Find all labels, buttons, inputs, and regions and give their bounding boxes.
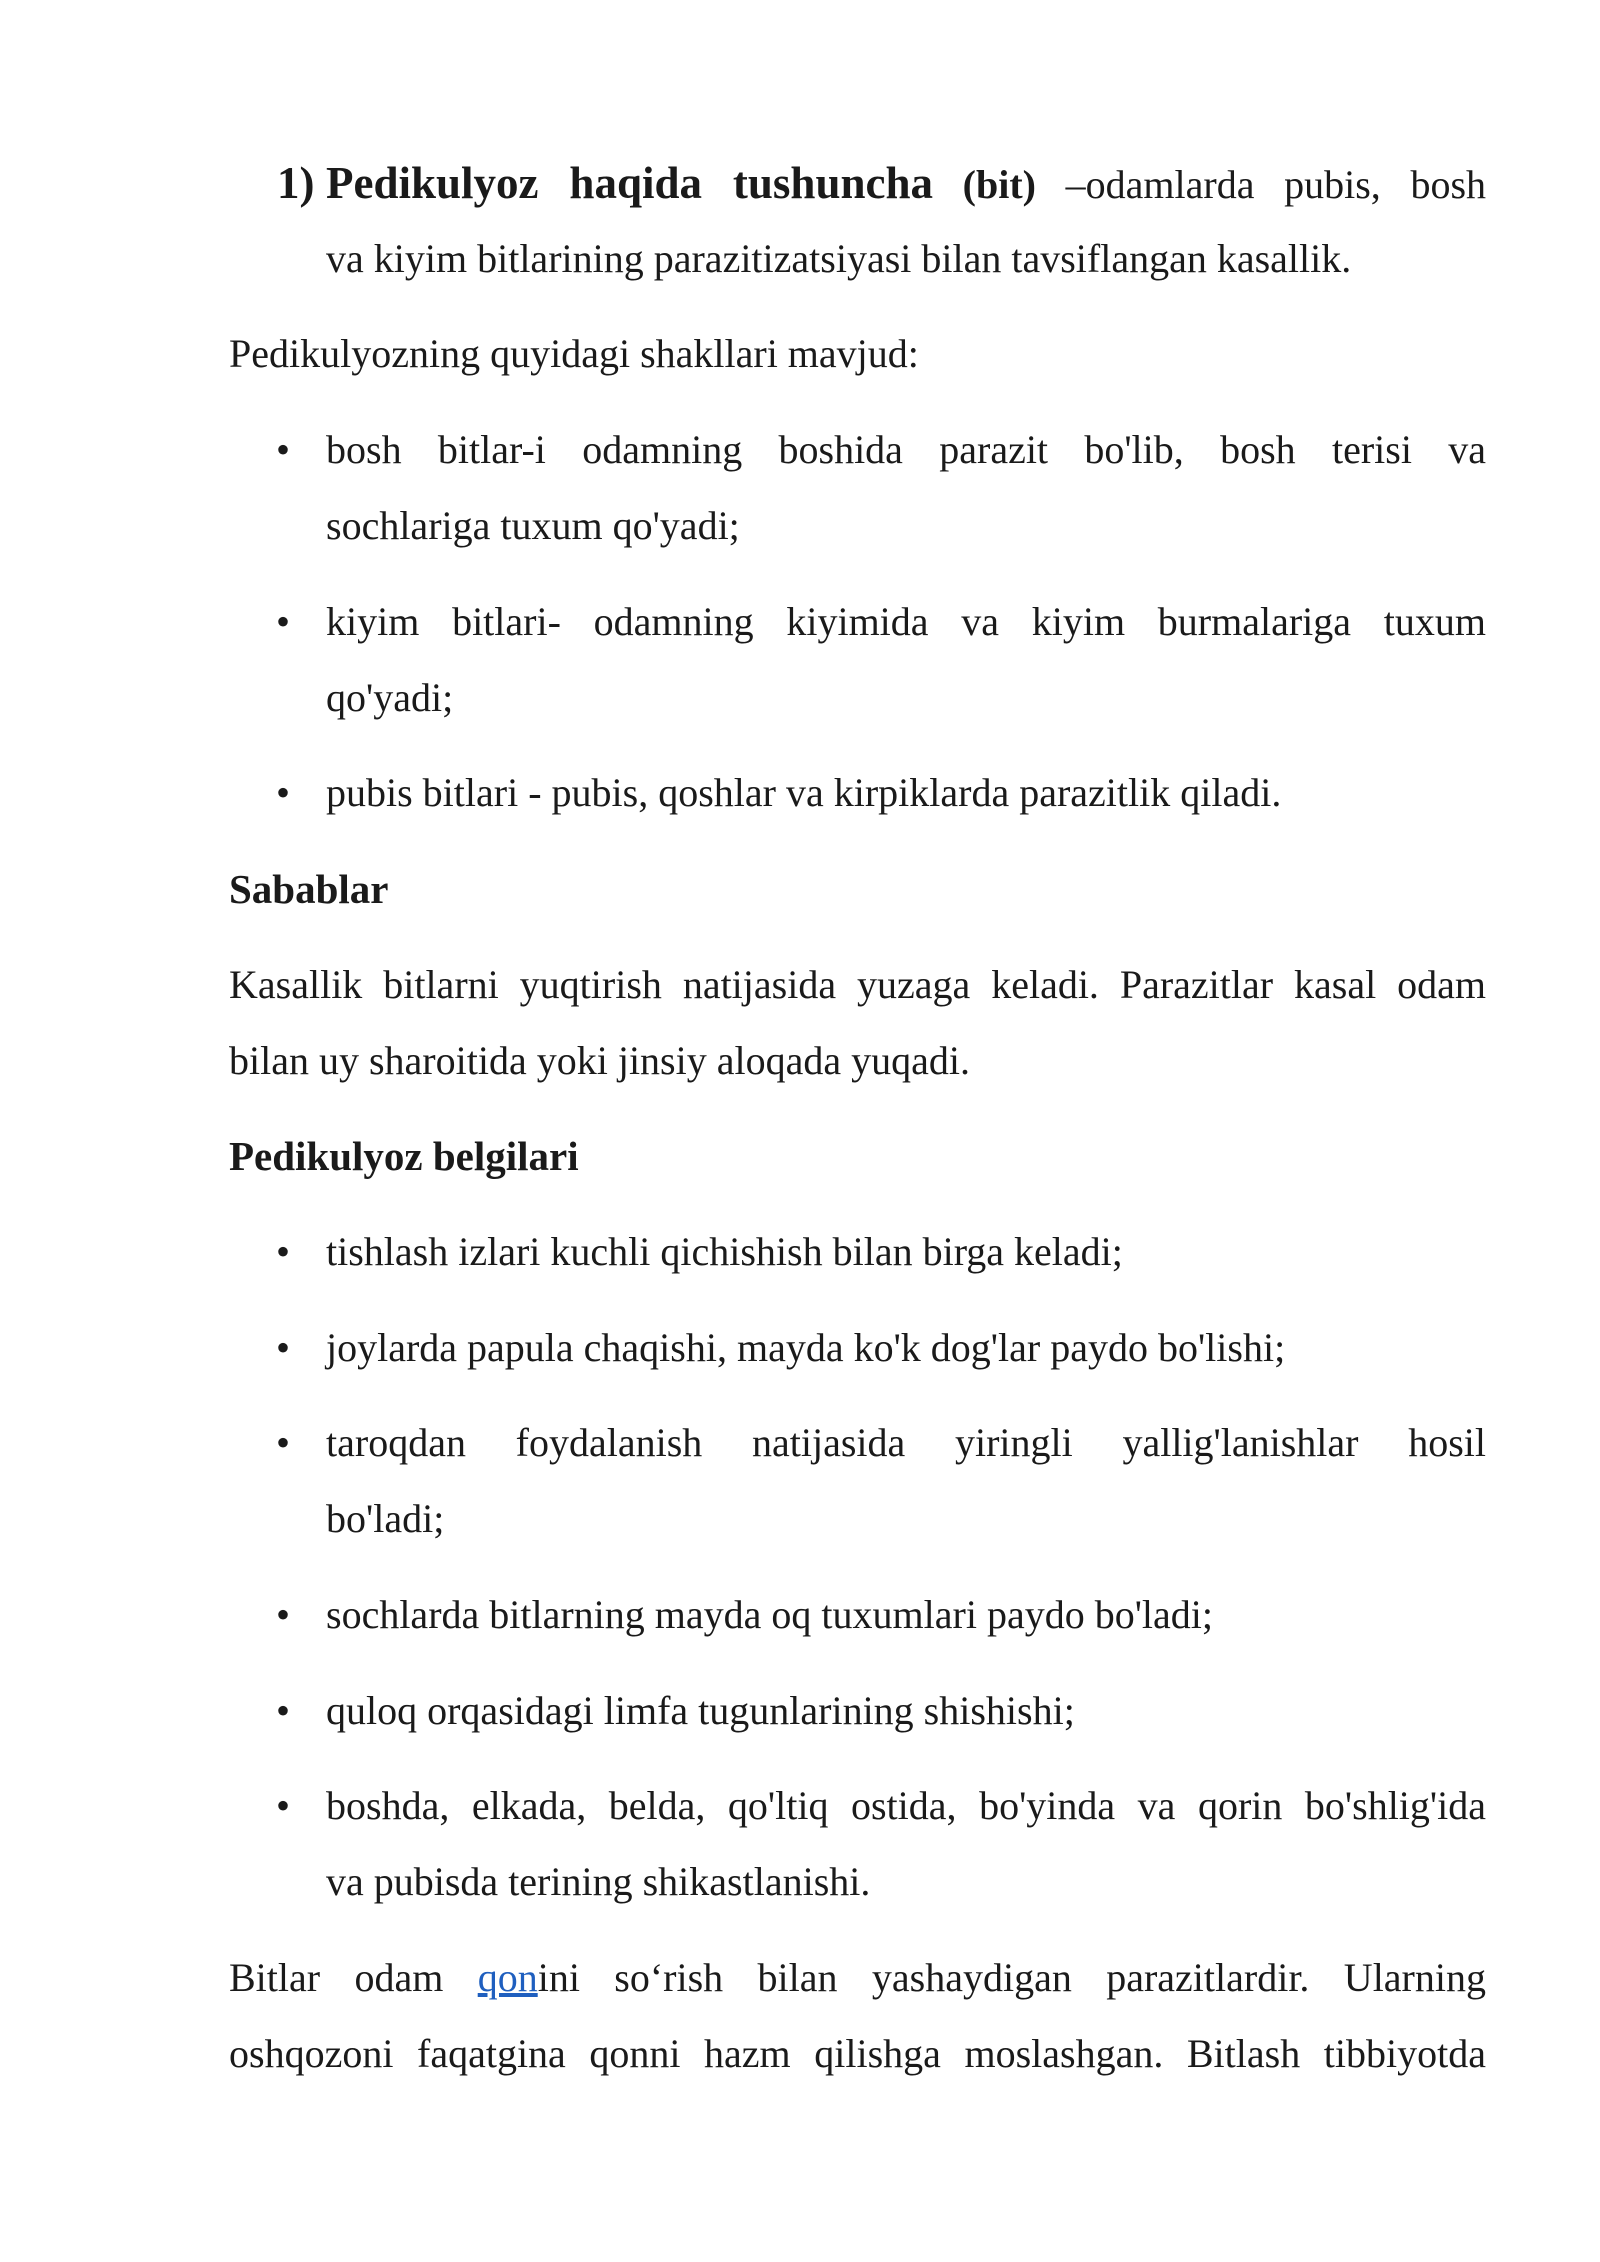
section-1-line-1 (326, 145, 1486, 223)
bullet: • (276, 1325, 291, 1370)
closing-text-post: ini so‘rish bilan yashaydigan parazitlardir. Ularning (537, 1955, 1486, 2000)
forms-intro: Pedikulyozning quyidagi shakllari mavjud: (229, 331, 919, 376)
bullet: • (276, 1420, 291, 1465)
causes-line-1: Kasallik bitlarni yuqtirish natijasida yuzaga keladi. Parazitlar kasal odam (229, 962, 1486, 1007)
section-title: Pedikulyoz haqida tushuncha (326, 158, 934, 208)
sign-item-6-line-1: boshda, elkada, belda, qo'ltiq ostida, bo'yinda va qorin bo'shlig'ida (326, 1783, 1486, 1828)
bullet: • (276, 599, 291, 644)
sign-item-3-line-2: bo'ladi; (326, 1496, 445, 1541)
sign-item-3-line-1: taroqdan foydalanish natijasida yiringli yallig'lanishlar hosil (326, 1420, 1486, 1465)
form-item-1-line-2: sochlariga tuxum qo'yadi; (326, 503, 740, 548)
sign-item-5: quloq orqasidagi limfa tugunlarining shishishi; (326, 1688, 1075, 1733)
definition-start: –odamlarda pubis, bosh (1065, 162, 1487, 207)
closing-line-1 (229, 1940, 1486, 2016)
sign-item-2: joylarda papula chaqishi, mayda ko'k dog'lar paydo bo'lishi; (326, 1325, 1286, 1370)
form-item-2-line-1: kiyim bitlari- odamning kiyimida va kiyim burmalariga tuxum (326, 599, 1486, 644)
form-item-2-line-2: qo'yadi; (326, 675, 454, 720)
causes-line-2: bilan uy sharoitida yoki jinsiy aloqada yuqadi. (229, 1038, 970, 1083)
sign-item-1: tishlash izlari kuchli qichishish bilan birga keladi; (326, 1229, 1123, 1274)
section-1-line-2: va kiyim bitlarining parazitizatsiyasi bilan tavsiflangan kasallik. (326, 236, 1352, 281)
form-item-3-line-1: pubis bitlari - pubis, qoshlar va kirpiklarda parazitlik qiladi. (326, 770, 1282, 815)
bullet: • (276, 1783, 291, 1828)
bullet: • (276, 427, 291, 472)
bullet: • (276, 770, 291, 815)
sign-item-4: sochlarda bitlarning mayda oq tuxumlari paydo bo'ladi; (326, 1592, 1213, 1637)
bullet: • (276, 1688, 291, 1733)
form-item-1-line-1: bosh bitlar-i odamning boshida parazit bo'lib, bosh terisi va (326, 427, 1486, 472)
signs-heading: Pedikulyoz belgilari (229, 1133, 579, 1179)
bullet: • (276, 1229, 291, 1274)
list-number: 1) (277, 158, 315, 208)
qon-link[interactable]: qon (477, 1955, 538, 2000)
closing-line-2: oshqozoni faqatgina qonni hazm qilishga moslashgan. Bitlash tibbiyotda (229, 2031, 1486, 2076)
causes-heading: Sabablar (229, 866, 389, 912)
closing-text-pre: Bitlar odam (229, 1955, 478, 2000)
bullet: • (276, 1592, 291, 1637)
sign-item-6-line-2: va pubisda terining shikastlanishi. (326, 1859, 871, 1904)
term-bit: (bit) (962, 162, 1036, 207)
